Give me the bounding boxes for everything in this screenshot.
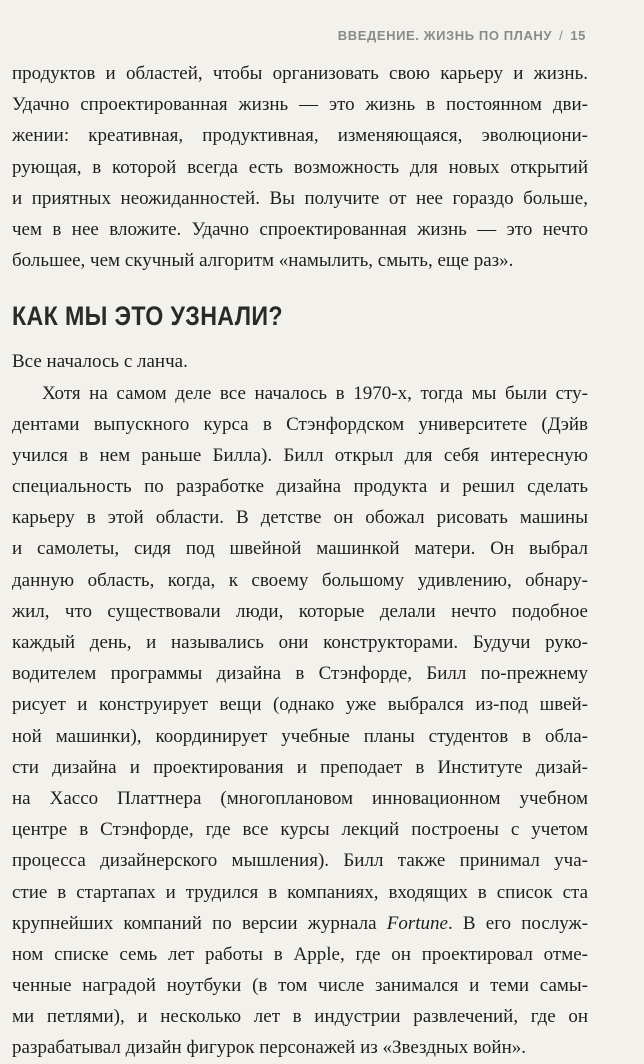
header-separator: / bbox=[559, 28, 564, 43]
text-line: карьеру в этой области. В детстве он обожал рисовать машины bbox=[12, 507, 588, 529]
text-fragment: крупнейших компаний по версии журнала bbox=[12, 912, 387, 934]
text-line: на Хассо Платтнера (многоплановом инновационном учебном bbox=[12, 787, 588, 809]
text-line: ной машинки), координирует учебные планы студентов в обла- bbox=[12, 725, 588, 747]
text-line: разрабатывал дизайн фигурок персонажей из «Звездных войн». bbox=[12, 1037, 526, 1059]
text-line: большее, чем скучный алгоритм «намылить, смыть, еще раз». bbox=[12, 250, 514, 272]
text-line: Удачно спроектированная жизнь — это жизнь в постоянном дви- bbox=[12, 94, 588, 116]
chapter-title: ВВЕДЕНИЕ. ЖИЗНЬ ПО ПЛАНУ bbox=[337, 28, 553, 43]
text-line: жил, что существовали люди, которые делали нечто подобное bbox=[12, 600, 588, 622]
text-line: рисует и конструирует вещи (однако уже выбрался из-под швей- bbox=[12, 694, 588, 716]
text-line: и приятных неожиданностей. Вы получите от нее гораздо больше, bbox=[12, 187, 588, 209]
magazine-title: Fortune bbox=[386, 912, 448, 934]
paragraph-story bbox=[12, 378, 588, 1064]
text-line: водителем программы дизайна в Стэнфорде, Билл по-прежнему bbox=[12, 663, 588, 685]
text-line: сти дизайна и проектирования и преподает в Институте дизай- bbox=[12, 756, 588, 778]
text-line: учился в нем раньше Билла). Билл открыл для себя интересную bbox=[12, 444, 588, 466]
text-line-fortune bbox=[12, 908, 588, 939]
paragraph-intro bbox=[12, 346, 588, 377]
text-line: центре в Стэнфорде, где все курсы лекций построены с учетом bbox=[12, 819, 588, 841]
text-line: процесса дизайнерского мышления). Билл также принимал уча- bbox=[12, 850, 588, 872]
text-line: ном списке семь лет работы в Apple, где он проектировал отме- bbox=[12, 943, 588, 965]
text-line: чем в нее вложите. Удачно спроектированная жизнь — это нечто bbox=[12, 218, 588, 240]
text-line: рующая, в которой всегда есть возможность для новых открытий bbox=[12, 156, 588, 178]
text-line: каждый день, и назывались они конструкторами. Будучи руко- bbox=[12, 632, 588, 653]
section-heading: КАК МЫ ЭТО УЗНАЛИ? bbox=[12, 301, 283, 332]
text-line: продуктов и областей, чтобы организовать свою карьеру и жизнь. bbox=[12, 63, 588, 84]
text-line: Все началось с ланча. bbox=[12, 351, 188, 373]
text-line: специальность по разработке дизайна продукта и решил сделать bbox=[12, 476, 588, 498]
text-line: ми петлями), и несколько лет в индустрии развлечений, где он bbox=[12, 1006, 588, 1028]
text-line: дентами выпускного курса в Стэнфордском университете (Дэйв bbox=[12, 413, 588, 435]
body-text bbox=[12, 58, 588, 1064]
text-line: стие в стартапах и трудился в компаниях, входящих в список ста bbox=[12, 881, 588, 903]
paragraph-continued bbox=[12, 58, 588, 276]
text-line: и самолеты, сидя под швейной машинкой матери. Он выбрал bbox=[12, 538, 588, 560]
text-line: ченные наградой ноутбуки (в том числе занимался и теми самы- bbox=[12, 975, 588, 997]
page-number: 15 bbox=[570, 28, 586, 43]
running-header bbox=[338, 28, 586, 43]
text-line: данную область, когда, к своему большому удивлению, обнару- bbox=[12, 569, 588, 591]
text-fragment: . В его послуж- bbox=[447, 912, 588, 934]
text-line: Хотя на самом деле все началось в 1970-х, тогда мы были сту- bbox=[42, 382, 588, 404]
text-line: жении: креативная, продуктивная, изменяющаяся, эволюциони- bbox=[12, 125, 588, 147]
